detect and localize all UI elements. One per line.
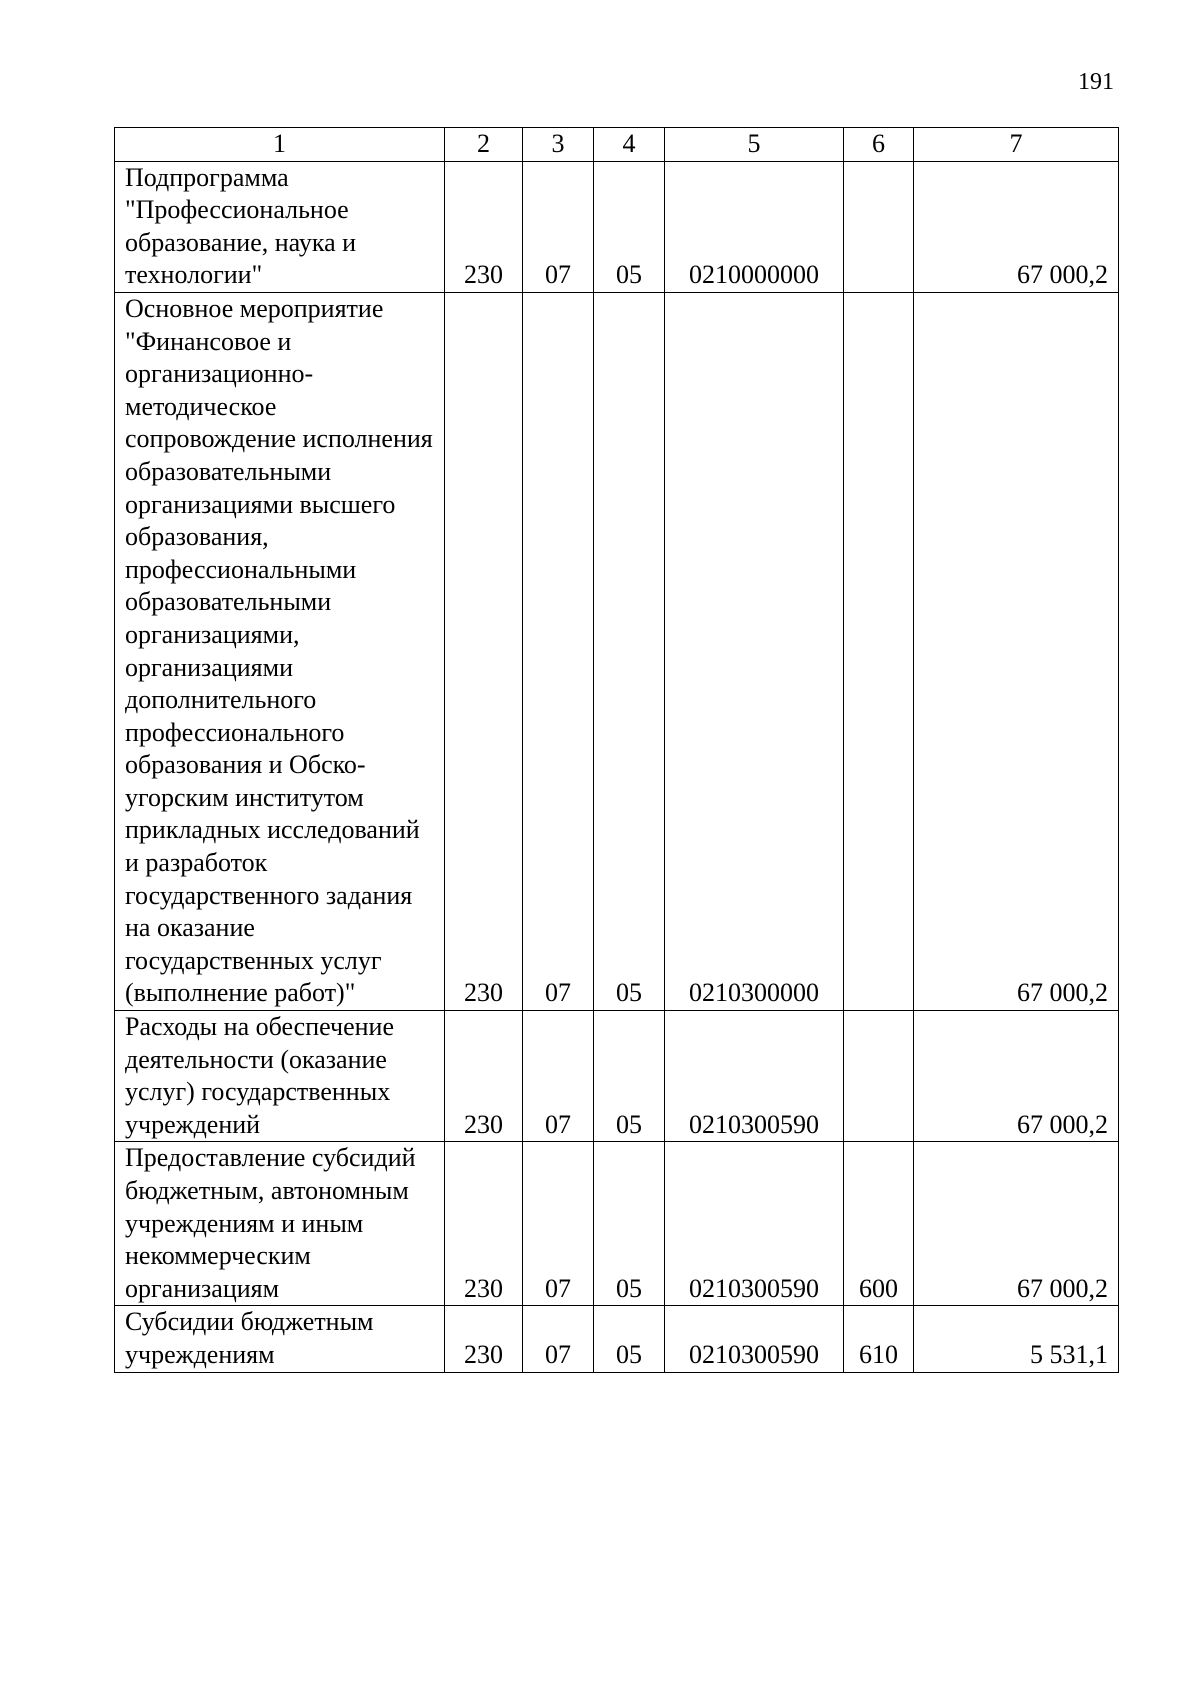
column-header: 5 xyxy=(665,128,844,162)
row-expense-type xyxy=(844,161,914,292)
row-expense-type: 610 xyxy=(844,1306,914,1372)
row-target-code: 0210300000 xyxy=(665,292,844,1010)
table-row xyxy=(115,1142,1119,1306)
row-section-code: 07 xyxy=(523,161,594,292)
row-ministry-code: 230 xyxy=(445,292,523,1010)
row-amount: 67 000,2 xyxy=(914,161,1119,292)
row-target-code: 0210300590 xyxy=(665,1306,844,1372)
row-name: Субсидии бюджетным учреждениям xyxy=(115,1306,445,1372)
row-section-code: 07 xyxy=(523,1011,594,1142)
page-number: 191 xyxy=(1078,69,1114,95)
row-subsection-code: 05 xyxy=(594,292,665,1010)
row-target-code: 0210000000 xyxy=(665,161,844,292)
row-subsection-code: 05 xyxy=(594,1306,665,1372)
row-subsection-code: 05 xyxy=(594,161,665,292)
row-name: Подпрограмма "Профессиональное образование, наука и технологии" xyxy=(115,161,445,292)
column-header: 2 xyxy=(445,128,523,162)
row-ministry-code: 230 xyxy=(445,161,523,292)
row-section-code: 07 xyxy=(523,1306,594,1372)
row-amount: 67 000,2 xyxy=(914,1011,1119,1142)
table-row xyxy=(115,292,1119,1010)
row-target-code: 0210300590 xyxy=(665,1142,844,1306)
row-expense-type xyxy=(844,1011,914,1142)
row-target-code: 0210300590 xyxy=(665,1011,844,1142)
row-section-code: 07 xyxy=(523,1142,594,1306)
row-amount: 5 531,1 xyxy=(914,1306,1119,1372)
row-subsection-code: 05 xyxy=(594,1142,665,1306)
row-ministry-code: 230 xyxy=(445,1142,523,1306)
row-ministry-code: 230 xyxy=(445,1011,523,1142)
budget-table xyxy=(114,127,1119,1373)
row-expense-type: 600 xyxy=(844,1142,914,1306)
row-amount: 67 000,2 xyxy=(914,1142,1119,1306)
column-header: 6 xyxy=(844,128,914,162)
table-header-row xyxy=(115,128,1119,162)
table-row xyxy=(115,161,1119,292)
column-header: 7 xyxy=(914,128,1119,162)
row-name: Расходы на обеспечение деятельности (оказание услуг) государственных учреждений xyxy=(115,1011,445,1142)
row-name: Основное мероприятие "Финансовое и организационно-методическое сопровождение исполнения образовательными организациями высшего образования, профессиональными образовательными организациями, организациями дополнительного профессионального образования и Обско-угорским институтом прикладных исследований и разработок государственного задания на оказание государственных услуг (выполнение работ)" xyxy=(115,292,445,1010)
column-header: 3 xyxy=(523,128,594,162)
column-header: 4 xyxy=(594,128,665,162)
row-subsection-code: 05 xyxy=(594,1011,665,1142)
table-row xyxy=(115,1011,1119,1142)
row-amount: 67 000,2 xyxy=(914,292,1119,1010)
row-name: Предоставление субсидий бюджетным, автономным учреждениям и иным некоммерческим организациям xyxy=(115,1142,445,1306)
table-row xyxy=(115,1306,1119,1372)
row-expense-type xyxy=(844,292,914,1010)
row-section-code: 07 xyxy=(523,292,594,1010)
row-ministry-code: 230 xyxy=(445,1306,523,1372)
column-header: 1 xyxy=(115,128,445,162)
